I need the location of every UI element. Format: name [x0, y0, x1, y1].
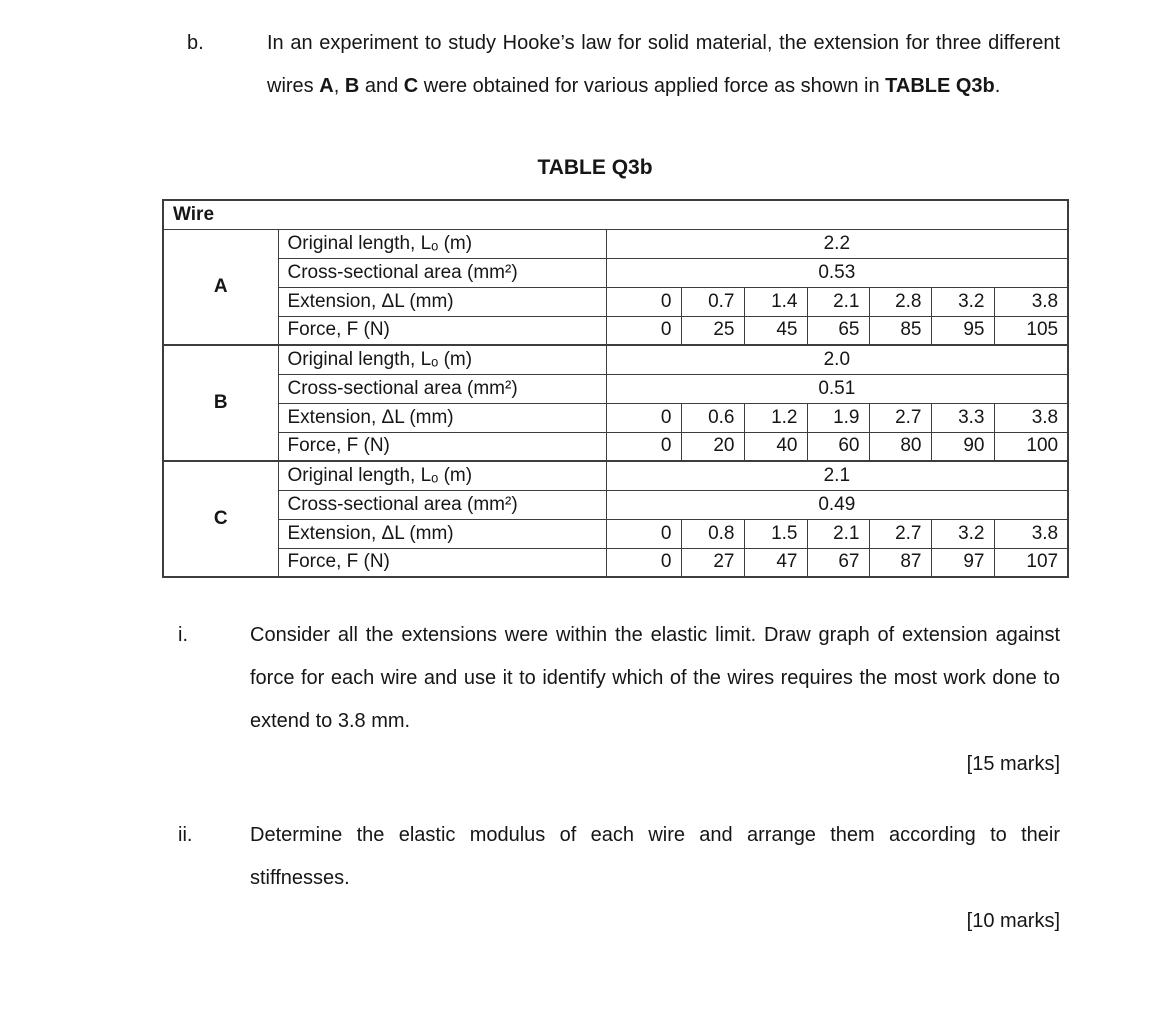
- question-ii: [178, 814, 1176, 943]
- table-ref: TABLE Q3b: [885, 75, 995, 97]
- wire-a-force-2: 45: [744, 316, 807, 345]
- wire-c-ref: C: [403, 75, 419, 97]
- table-header-row: [163, 200, 1068, 229]
- wire-a-force-6: 105: [994, 316, 1068, 345]
- wire-a-area: 0.53: [606, 258, 1068, 287]
- question-b-seg-4: and: [359, 75, 404, 97]
- wire-c-ext-1: 0.8: [681, 519, 744, 548]
- wire-c-ext-3: 2.1: [807, 519, 869, 548]
- question-ii-label: ii.: [178, 824, 193, 846]
- question-b-seg-2: ,: [333, 75, 345, 97]
- wire-a-force-5: 95: [931, 316, 994, 345]
- wire-b-force-4: 80: [869, 432, 931, 461]
- wire-b-area-row: [163, 374, 1068, 403]
- wire-b-force-6: 100: [994, 432, 1068, 461]
- wire-a-name-cell: A: [163, 229, 278, 345]
- wire-a-ext-5: 3.2: [931, 287, 994, 316]
- row-label-area: Cross-sectional area (mm²): [278, 374, 606, 403]
- wire-b-force-0: 0: [606, 432, 681, 461]
- wire-b-extension-row: [163, 403, 1068, 432]
- row-label-original-length: Original length, Lₒ (m): [278, 461, 606, 490]
- wire-c-ext-2: 1.5: [744, 519, 807, 548]
- wire-c-force-row: [163, 548, 1068, 577]
- wire-c-force-1: 27: [681, 548, 744, 577]
- question-b-seg-6: were obtained for various applied force as shown in: [418, 75, 886, 97]
- row-label-extension: Extension, ΔL (mm): [278, 403, 606, 432]
- row-label-force: Force, F (N): [278, 432, 606, 461]
- question-ii-body: [250, 814, 1060, 943]
- question-ii-text: Determine the elastic modulus of each wire and arrange them according to their stiffnesses.: [250, 824, 1060, 889]
- row-label-force: Force, F (N): [278, 316, 606, 345]
- wire-a-ext-2: 1.4: [744, 287, 807, 316]
- question-i: [178, 614, 1176, 786]
- wire-a-ext-4: 2.8: [869, 287, 931, 316]
- wire-c-force-4: 87: [869, 548, 931, 577]
- wire-c-force-3: 67: [807, 548, 869, 577]
- wire-c-area: 0.49: [606, 490, 1068, 519]
- row-label-area: Cross-sectional area (mm²): [278, 490, 606, 519]
- wire-a-force-1: 25: [681, 316, 744, 345]
- wire-header-cell: Wire: [163, 200, 1068, 229]
- question-i-body: [250, 614, 1060, 786]
- wire-b-ext-0: 0: [606, 403, 681, 432]
- question-i-label: i.: [178, 624, 188, 646]
- row-label-original-length: Original length, Lₒ (m): [278, 345, 606, 374]
- wire-a-force-0: 0: [606, 316, 681, 345]
- question-i-text: Consider all the extensions were within the elastic limit. Draw graph of extension against force for each wire and use it to identify which of the wires requires the most work done to extend to 3.8 mm.: [250, 624, 1060, 732]
- wire-a-ext-3: 2.1: [807, 287, 869, 316]
- wire-c-force-2: 47: [744, 548, 807, 577]
- wire-b-ext-1: 0.6: [681, 403, 744, 432]
- wire-b-ext-6: 3.8: [994, 403, 1068, 432]
- row-label-original-length: Original length, Lₒ (m): [278, 229, 606, 258]
- wire-c-force-0: 0: [606, 548, 681, 577]
- wire-b-ext-5: 3.3: [931, 403, 994, 432]
- wire-c-ext-4: 2.7: [869, 519, 931, 548]
- question-b: [187, 22, 1176, 108]
- table-title: TABLE Q3b: [537, 156, 653, 179]
- row-label-force: Force, F (N): [278, 548, 606, 577]
- wire-b-ext-4: 2.7: [869, 403, 931, 432]
- wire-a-original-length: 2.2: [606, 229, 1068, 258]
- wire-c-length-row: [163, 461, 1068, 490]
- wire-b-force-1: 20: [681, 432, 744, 461]
- question-b-text: [267, 22, 1060, 108]
- question-b-label: b.: [187, 32, 204, 54]
- wire-b-name-cell: B: [163, 345, 278, 461]
- wire-c-force-6: 107: [994, 548, 1068, 577]
- wire-c-original-length: 2.1: [606, 461, 1068, 490]
- wire-b-original-length: 2.0: [606, 345, 1068, 374]
- wire-c-force-5: 97: [931, 548, 994, 577]
- wire-a-extension-row: [163, 287, 1068, 316]
- wire-b-length-row: [163, 345, 1068, 374]
- wire-b-force-2: 40: [744, 432, 807, 461]
- wire-c-name-cell: C: [163, 461, 278, 577]
- wire-c-ext-5: 3.2: [931, 519, 994, 548]
- wire-a-ext-1: 0.7: [681, 287, 744, 316]
- wire-b-ext-3: 1.9: [807, 403, 869, 432]
- wire-a-force-4: 85: [869, 316, 931, 345]
- question-b-seg-8: .: [994, 75, 1001, 97]
- wire-b-area: 0.51: [606, 374, 1068, 403]
- wire-a-force-row: [163, 316, 1068, 345]
- wire-b-force-5: 90: [931, 432, 994, 461]
- wire-a-area-row: [163, 258, 1068, 287]
- wire-a-ext-0: 0: [606, 287, 681, 316]
- wire-c-extension-row: [163, 519, 1068, 548]
- wire-c-ext-0: 0: [606, 519, 681, 548]
- wire-c-ext-6: 3.8: [994, 519, 1068, 548]
- wire-b-force-row: [163, 432, 1068, 461]
- row-label-area: Cross-sectional area (mm²): [278, 258, 606, 287]
- table-q3b: [162, 199, 1069, 578]
- row-label-extension: Extension, ΔL (mm): [278, 519, 606, 548]
- row-label-extension: Extension, ΔL (mm): [278, 287, 606, 316]
- question-ii-marks: [10 marks]: [966, 910, 1060, 932]
- wire-c-area-row: [163, 490, 1068, 519]
- wire-a-length-row: [163, 229, 1068, 258]
- wire-b-force-3: 60: [807, 432, 869, 461]
- wire-b-ext-2: 1.2: [744, 403, 807, 432]
- question-b-seg-0: In an experiment to study Hooke’s law for solid material, the extension for three different wires: [267, 32, 1060, 97]
- question-i-marks: [15 marks]: [966, 753, 1060, 775]
- wire-a-force-3: 65: [807, 316, 869, 345]
- wire-a-ref: A: [319, 75, 334, 97]
- wire-b-ref: B: [344, 75, 360, 97]
- wire-a-ext-6: 3.8: [994, 287, 1068, 316]
